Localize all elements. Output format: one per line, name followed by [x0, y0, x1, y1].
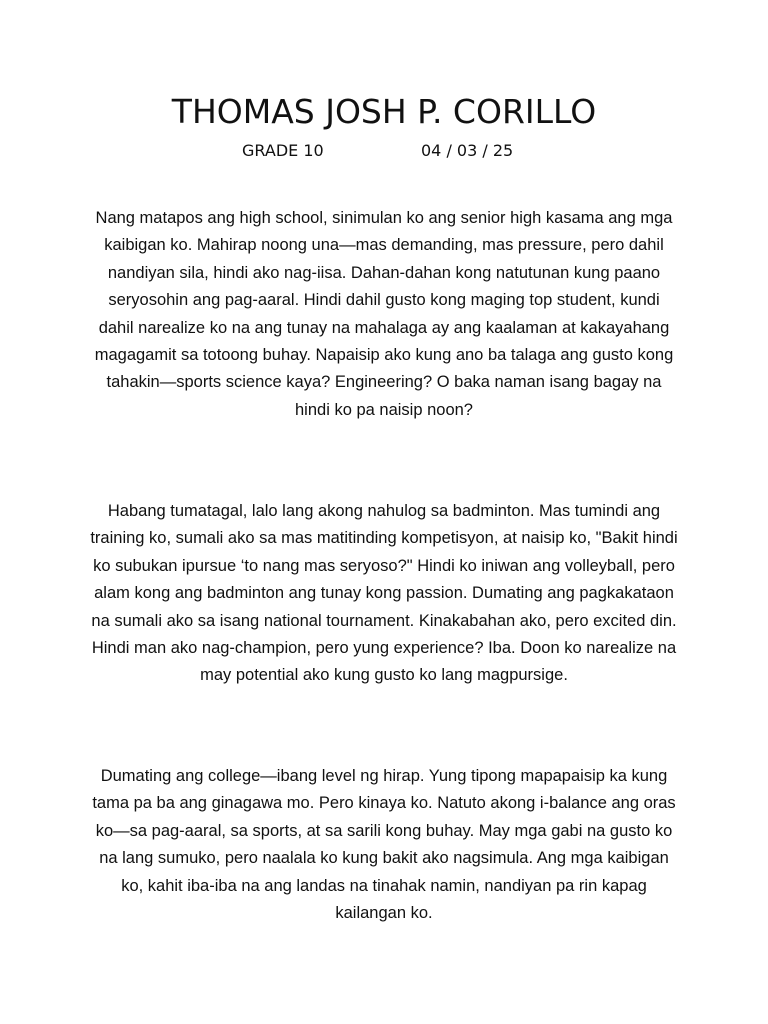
paragraph-1: Nang matapos ang high school, sinimulan ko ang senior high kasama ang mga kaibigan ko. Mahirap noong una—mas demanding, mas pressure, pero dahil nandiyan sila, hindi ako nag-iisa. Dahan-dahan kong natutunan kung paano seryosohin ang pag-aaral. Hindi dahil gusto kong maging top student, kundi dahil narealize ko na ang tunay na mahalaga ay ang kaalaman at kakayahang magagamit sa totoong buhay. Napaisip ako kung ano ba talaga ang gusto kong tahakin—sports science kaya? Engineering? O baka naman isang bagay na hindi ko pa naisip noon?	[94, 209, 674, 419]
document-meta	[0, 141, 768, 163]
grade-label: GRADE 10	[242, 141, 324, 160]
paragraph-3: Dumating ang college—ibang level ng hirap. Yung tipong mapapaisip ka kung tama pa ba ang ginagawa mo. Pero kinaya ko. Natuto akong i-balance ang oras ko—sa pag-aaral, sa sports, at sa sarili kong buhay. May mga gabi na gusto ko na lang sumuko, pero naalala ko kung bakit ako nagsimula. Ang mga kaibigan ko, kahit iba-iba na ang landas na tinahak namin, nandiyan pa rin kapag kailangan ko.	[92, 767, 676, 923]
date-label: 04 / 03 / 25	[421, 141, 514, 160]
page-title: THOMAS JOSH P. CORILLO	[171, 92, 597, 131]
paragraph-2: Habang tumatagal, lalo lang akong nahulog sa badminton. Mas tumindi ang training ko, sumali ako sa mas matitinding kompetisyon, at naisip ko, "Bakit hindi ko subukan ipursue ‘to nang mas seryoso?" Hindi ko iniwan ang volleyball, pero alam kong ang badminton ang tunay kong passion. Dumating ang pagkakataon na sumali ako sa isang national tournament. Kinakabahan ako, pero excited din. Hindi man ako nag-champion, pero yung experience? Iba. Doon ko narealize na may potential ako kung gusto ko lang magpursige.	[90, 502, 678, 685]
